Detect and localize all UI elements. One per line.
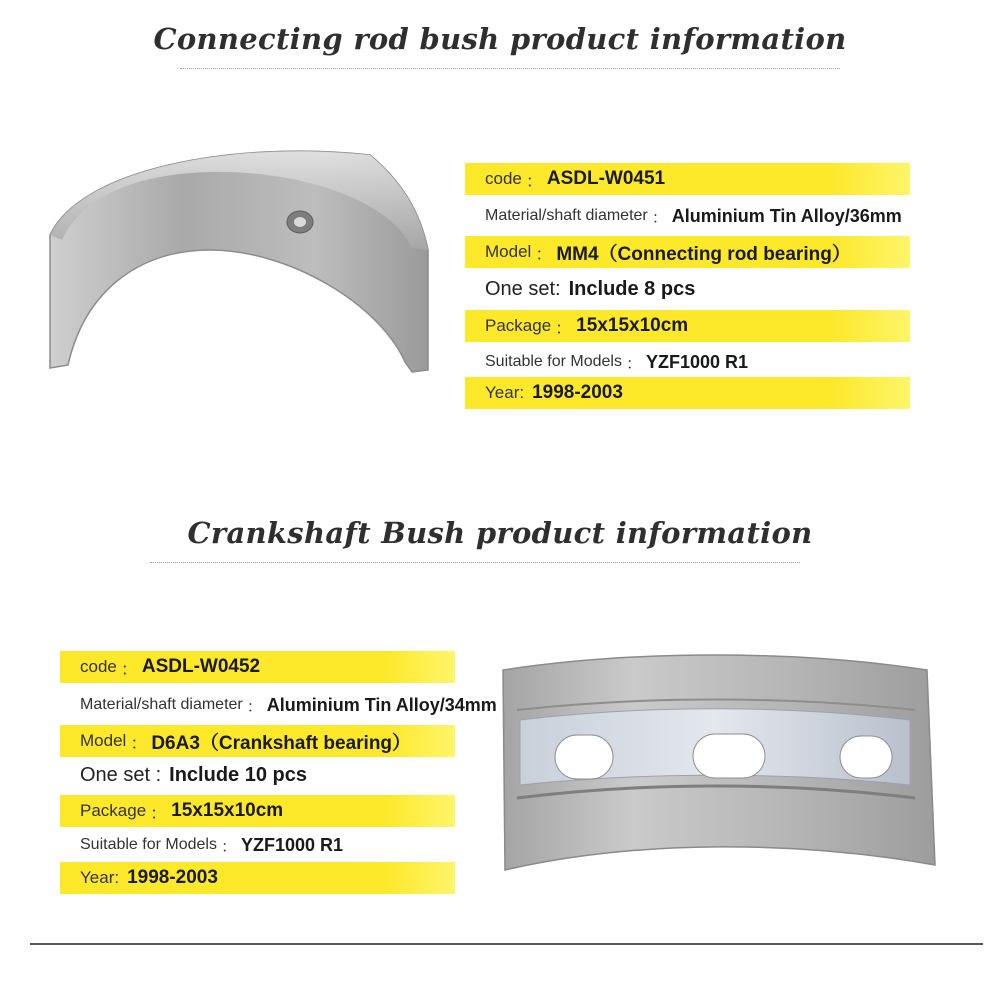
section2-spec-package [60, 795, 455, 827]
spec-value: 1998-2003 [127, 867, 218, 888]
spec-label: One set : [80, 763, 162, 786]
section2-title-divider [150, 562, 800, 563]
section2-spec-model [60, 725, 455, 757]
section1-spec-package [465, 310, 910, 342]
spec-label: Model [80, 731, 127, 750]
spec-label: Year: [485, 383, 525, 402]
spec-label: Material/shaft diameter [80, 696, 243, 713]
spec-label: code [80, 657, 117, 676]
spec-value: Aluminium Tin Alloy/36mm [671, 205, 902, 226]
spec-separator: ： [120, 659, 138, 679]
spec-label: Package [80, 801, 147, 820]
section1-title: Connecting rod bush product information [153, 22, 847, 56]
crankshaft-bearing-photo [495, 650, 945, 890]
spec-separator: ： [555, 318, 573, 338]
spec-label: Model [485, 242, 532, 261]
spec-value: Include 10 pcs [169, 763, 307, 786]
spec-label: Suitable for Models [485, 353, 622, 370]
section2-title: Crankshaft Bush product information [187, 516, 813, 550]
spec-label: Year: [80, 868, 120, 887]
section1-spec-model [465, 236, 910, 268]
spec-value: ASDL-W0451 [546, 168, 666, 189]
spec-label: code [485, 169, 522, 188]
spec-separator: ： [220, 838, 237, 856]
spec-value: Include 8 pcs [568, 277, 696, 300]
spec-value: 1998-2003 [532, 382, 623, 403]
section1-spec-models [465, 346, 910, 378]
spec-value: YZF1000 R1 [645, 351, 749, 372]
section2-spec-set [60, 759, 455, 791]
spec-label: Material/shaft diameter [485, 207, 648, 224]
spec-separator: ： [150, 803, 168, 823]
section2-spec-year [60, 862, 455, 894]
spec-label: Package [485, 316, 552, 335]
spec-value: 15x15x10cm [576, 315, 689, 336]
spec-separator: ： [651, 209, 668, 227]
section1-spec-material [465, 200, 985, 232]
spec-value: Aluminium Tin Alloy/34mm [266, 694, 497, 715]
spec-value: MM4（Connecting rod bearing） [556, 243, 851, 265]
spec-value: ASDL-W0452 [141, 656, 261, 677]
spec-value: YZF1000 R1 [240, 834, 344, 855]
bottom-divider [30, 943, 983, 945]
section2-spec-models [60, 829, 455, 861]
section1-title-divider [180, 68, 840, 69]
spec-label: Suitable for Models [80, 836, 217, 853]
spec-label: One set: [485, 277, 561, 300]
spec-separator: ： [625, 355, 642, 373]
spec-separator: ： [246, 698, 263, 716]
section2-spec-code [60, 651, 455, 683]
spec-separator: ： [525, 171, 543, 191]
spec-value: D6A3（Crankshaft bearing） [151, 732, 412, 754]
section1-spec-year [465, 377, 910, 409]
section1-spec-set [465, 273, 910, 305]
spec-separator: ： [535, 244, 553, 264]
spec-separator: ： [130, 733, 148, 753]
section1-spec-code [465, 163, 910, 195]
connecting-rod-bearing-photo [40, 140, 440, 380]
spec-value: 15x15x10cm [171, 800, 284, 821]
